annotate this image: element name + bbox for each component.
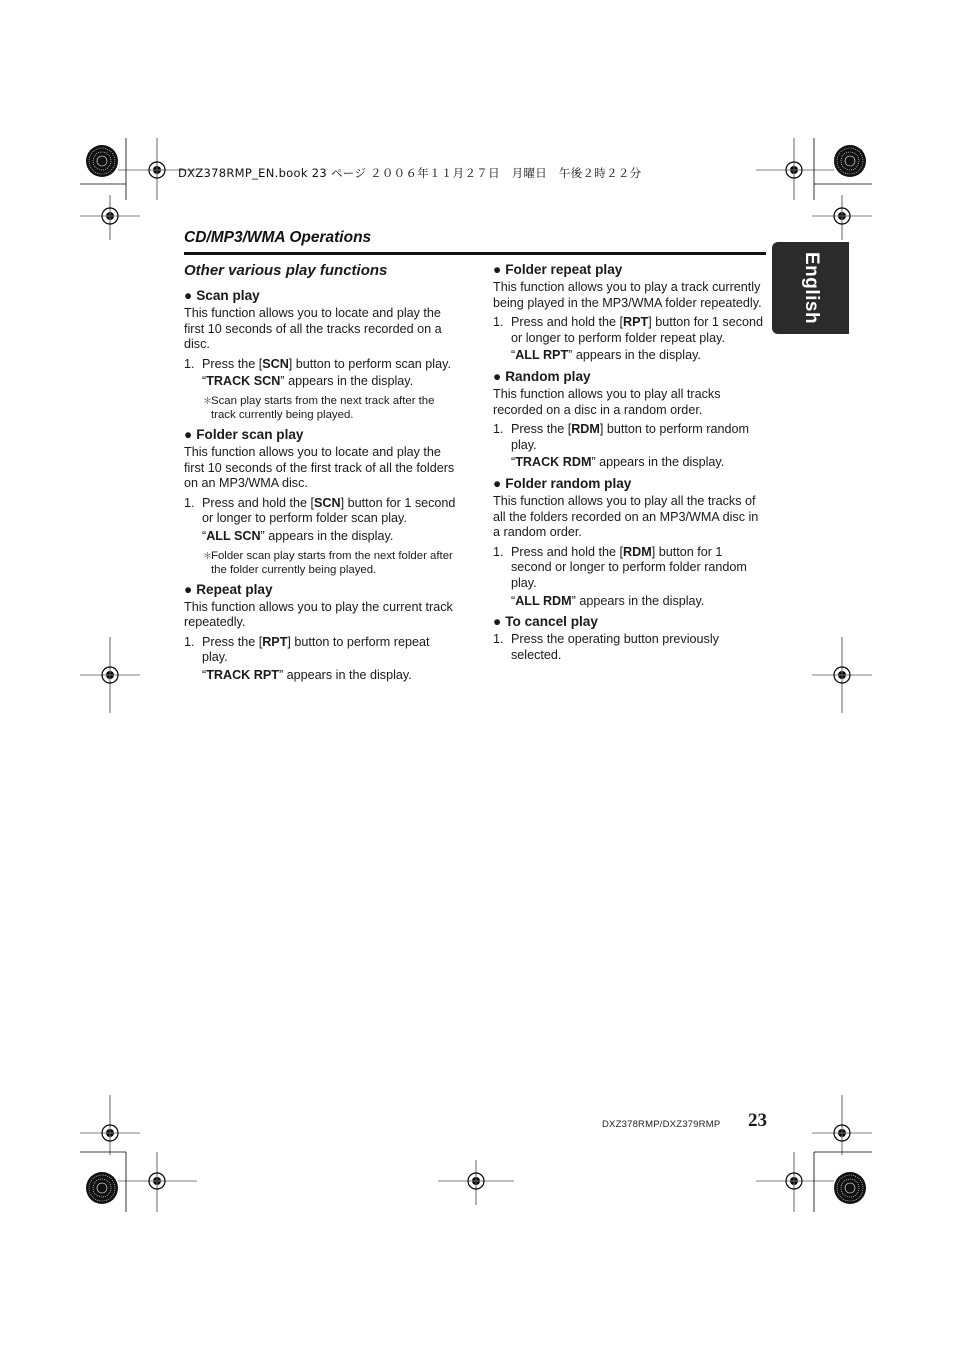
bullet-icon: ● — [184, 288, 193, 303]
step-text: ] button to perform random play. — [511, 422, 749, 452]
folder-random-play-block — [493, 475, 765, 609]
display-message — [493, 455, 765, 471]
function-heading — [184, 581, 456, 599]
step-text: ] button for 1 second or longer to perform folder scan play. — [202, 495, 456, 526]
left-column — [184, 261, 456, 688]
bullet-icon: ● — [184, 426, 193, 442]
display-value: TRACK SCN — [206, 374, 281, 389]
display-value: ALL SCN — [206, 528, 261, 543]
step-item — [184, 357, 456, 373]
function-heading — [184, 426, 456, 444]
asterisk-icon: ＊ — [203, 550, 213, 561]
display-value: TRACK RPT — [206, 667, 279, 682]
step-number: 1. — [493, 422, 504, 437]
section-rule — [184, 252, 766, 255]
step-text: Press and hold the [ — [511, 544, 624, 559]
step-text: Press the operating button previously selected. — [511, 632, 719, 662]
step-number: 1. — [493, 632, 504, 647]
step-item — [493, 315, 765, 346]
note — [184, 549, 456, 577]
scan-play-block — [184, 287, 456, 422]
step-number: 1. — [493, 544, 504, 559]
display-value: TRACK RDM — [515, 455, 592, 470]
heading-text: Repeat play — [196, 581, 273, 597]
star-mark-icon — [834, 145, 866, 177]
step-text: ] button to perform scan play. — [288, 356, 451, 371]
heading-text: Folder random play — [505, 475, 632, 491]
step-text: Press and hold the [ — [202, 495, 315, 510]
heading-text: Random play — [505, 368, 591, 384]
step-text: Press the [ — [511, 422, 572, 437]
function-description: This function allows you to play a track currently being played in the MP3/WMA folder repeatedly. — [493, 280, 762, 310]
quote-mark: “ — [511, 593, 516, 608]
cancel-play-block — [493, 613, 765, 663]
bullet-icon: ● — [493, 614, 502, 630]
step-text: ] button for 1 second or longer to perform folder random play. — [511, 544, 747, 590]
star-mark-icon — [834, 1172, 866, 1204]
folder-repeat-play-block — [493, 261, 765, 364]
function-heading — [493, 368, 765, 386]
section-title: CD/MP3/WMA Operations — [184, 229, 372, 246]
quote-mark: “ — [511, 348, 516, 363]
quote-mark: “ — [202, 667, 207, 682]
function-heading — [184, 287, 456, 305]
quote-mark: “ — [202, 374, 207, 389]
key-label: RPT — [262, 634, 288, 649]
key-label: RPT — [623, 315, 649, 330]
heading-text: Folder repeat play — [505, 262, 623, 277]
note — [184, 394, 456, 422]
note-text: Folder scan play starts from the next folder after the folder currently being played. — [211, 549, 453, 576]
display-suffix: ” appears in the display. — [571, 593, 705, 608]
asterisk-icon: ＊ — [203, 395, 213, 406]
random-play-block — [493, 368, 765, 471]
display-message — [184, 668, 456, 684]
function-heading — [493, 613, 765, 631]
step-number: 1. — [184, 495, 195, 510]
right-column — [493, 261, 765, 665]
quote-mark: “ — [511, 455, 516, 470]
display-value: ALL RPT — [515, 348, 569, 363]
bullet-icon: ● — [493, 262, 502, 277]
bullet-icon: ● — [493, 368, 502, 384]
display-value: ALL RDM — [515, 593, 572, 608]
language-tab-label: English — [800, 251, 822, 325]
function-description: This function allows you to play the current track repeatedly. — [184, 599, 453, 630]
book-header: DXZ378RMP_EN.book 23 ページ ２００６年１１月２７日 月曜日 午後２時２２分 — [178, 166, 642, 180]
function-description: This function allows you to play all tracks recorded on a disc in a random order. — [493, 386, 721, 417]
step-item — [493, 422, 765, 453]
bullet-icon: ● — [184, 581, 193, 597]
display-suffix: ” appears in the display. — [278, 667, 412, 682]
display-message — [493, 348, 765, 364]
display-message — [184, 374, 456, 390]
key-label: SCN — [262, 356, 289, 371]
key-label: SCN — [314, 495, 341, 510]
step-item — [184, 496, 456, 527]
function-description: This function allows you to locate and play the first 10 seconds of all the tracks recorded on a disc. — [184, 306, 442, 352]
repeat-play-block — [184, 581, 456, 684]
step-text: ] button for 1 second or longer to perform folder repeat play. — [511, 315, 764, 345]
star-mark-icon — [86, 1172, 118, 1204]
step-item — [493, 545, 765, 592]
key-label: RDM — [571, 422, 600, 437]
display-suffix: ” appears in the display. — [260, 528, 394, 543]
function-description: This function allows you to play all the tracks of all the folders recorded on an MP3/WMA disc in a random order. — [493, 493, 759, 540]
quote-mark: “ — [202, 528, 207, 543]
step-item — [184, 635, 456, 666]
heading-text: To cancel play — [505, 614, 598, 630]
page-number: 23 — [748, 1110, 767, 1131]
display-suffix: ” appears in the display. — [568, 348, 701, 363]
key-label: RDM — [623, 544, 652, 559]
step-item — [493, 632, 765, 663]
display-suffix: ” appears in the display. — [280, 374, 414, 389]
step-text: Press the [ — [202, 634, 263, 649]
function-description: This function allows you to locate and play the first 10 seconds of the first track of all the folders on an MP3/WMA disc. — [184, 444, 455, 491]
step-text: Press and hold the [ — [511, 315, 624, 330]
function-heading — [493, 475, 765, 493]
step-number: 1. — [184, 356, 195, 371]
display-suffix: ” appears in the display. — [591, 455, 725, 470]
language-tab — [772, 242, 849, 334]
footer-model: DXZ378RMP/DXZ379RMP — [602, 1119, 721, 1130]
step-text: ] button to perform repeat play. — [202, 634, 430, 665]
display-message — [493, 594, 765, 610]
bullet-icon: ● — [493, 475, 502, 491]
display-message — [184, 529, 456, 545]
step-number: 1. — [184, 634, 195, 649]
subsection-title: Other various play functions — [184, 262, 388, 279]
folder-scan-play-block — [184, 426, 456, 577]
heading-text: Folder scan play — [196, 426, 304, 442]
function-heading — [493, 261, 765, 279]
star-mark-icon — [86, 145, 118, 177]
step-text: Press the [ — [202, 356, 263, 371]
heading-text: Scan play — [196, 288, 260, 303]
note-text: Scan play starts from the next track after the track currently being played. — [211, 394, 435, 421]
step-number: 1. — [493, 315, 504, 330]
